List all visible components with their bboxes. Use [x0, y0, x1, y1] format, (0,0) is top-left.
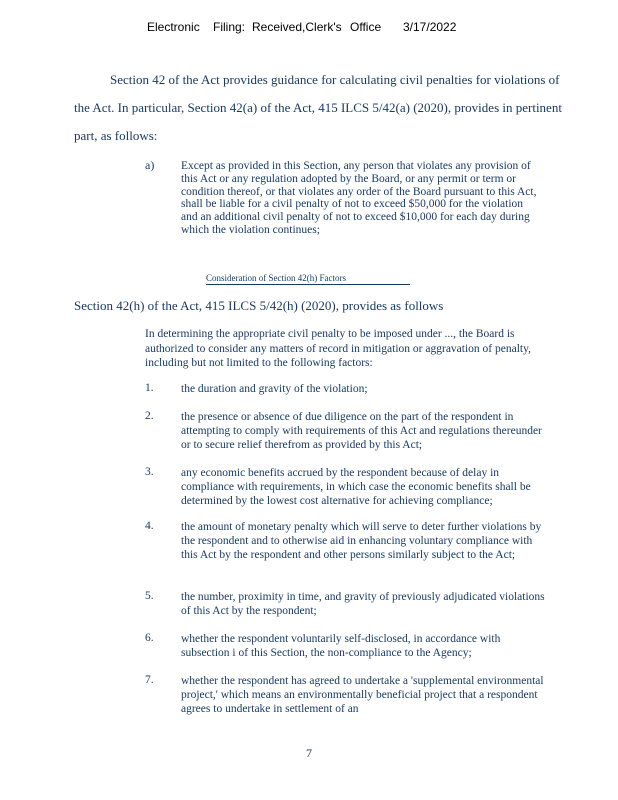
factor-number: 6.: [145, 632, 154, 644]
factor-text: whether the respondent voluntarily self-disclosed, in accordance with subsection i of this Section, the non-compliance to the Agency;: [181, 633, 501, 660]
factor-number: 1.: [145, 382, 154, 394]
factor-text: the amount of monetary penalty which will serve to deter further violations by the respondent and to otherwise aid in enhancing voluntary compliance with this Act by the respondent and other persons similarly subject to the Act;: [181, 521, 542, 562]
factor-number: 2.: [145, 410, 154, 422]
intro-line-2: the Act. In particular, Section 42(a) of the Act, 415 ILCS 5/42(a) (2020), provides in pertinent: [74, 100, 562, 115]
factor-text: the duration and gravity of the violation;: [181, 383, 368, 395]
factor-number: 3.: [145, 466, 154, 478]
intro-line-3: part, as follows:: [74, 128, 158, 143]
header-received: Received,Clerk's: [252, 20, 342, 34]
factor-text: the presence or absence of due diligence on the part of the respondent in attempting to comply with requirements of this Act and regulations thereunder or to secure relief therefrom as provided by this Act;: [181, 411, 542, 452]
header-filing: Filing:: [213, 20, 246, 34]
factor-number: 4.: [145, 520, 154, 532]
factor-text: the number, proximity in time, and gravity of previously adjudicated violations of this Act by the respondent;: [181, 591, 545, 618]
factor-text: whether the respondent has agreed to undertake a 'supplemental environmental project,' which means an environmentally beneficial project that a respondent agrees to undertake in settlement of an: [181, 675, 544, 716]
quote-a-text: Except as provided in this Section, any person that violates any provision of this Act or any regulation adopted by the Board, or any permit or term or condition thereof, or that violates any order of the Board pursuant to this Act, shall be liable for a civil penalty of not to exceed $50,000 for the violation and an additional civil penalty of not to exceed $10,000 for each day during which the violation continues;: [181, 160, 537, 236]
factor-number: 5.: [145, 590, 154, 602]
page-number: 7: [306, 746, 312, 760]
factor-number: 7.: [145, 674, 154, 686]
section-heading: Consideration of Section 42(h) Factors: [206, 273, 410, 285]
factor-text: any economic benefits accrued by the respondent because of delay in compliance with requirements, in which case the economic benefits shall be determined by the lowest cost alternative for achieving compliance;: [181, 467, 531, 508]
intro-line-1: Section 42 of the Act provides guidance for calculating civil penalties for violations of: [110, 72, 560, 87]
header-office: Office: [350, 20, 382, 34]
header-date: 3/17/2022: [403, 20, 457, 34]
header-electronic: Electronic: [147, 20, 200, 34]
quote-a-marker: a): [145, 158, 155, 172]
board-intro: In determining the appropriate civil penalty to be imposed under ..., the Board is authorized to consider any matters of record in mitigation or aggravation of penalty, including but not limited to the following factors:: [145, 328, 531, 369]
section-h-intro: Section 42(h) of the Act, 415 ILCS 5/42(h) (2020), provides as follows: [74, 298, 444, 313]
